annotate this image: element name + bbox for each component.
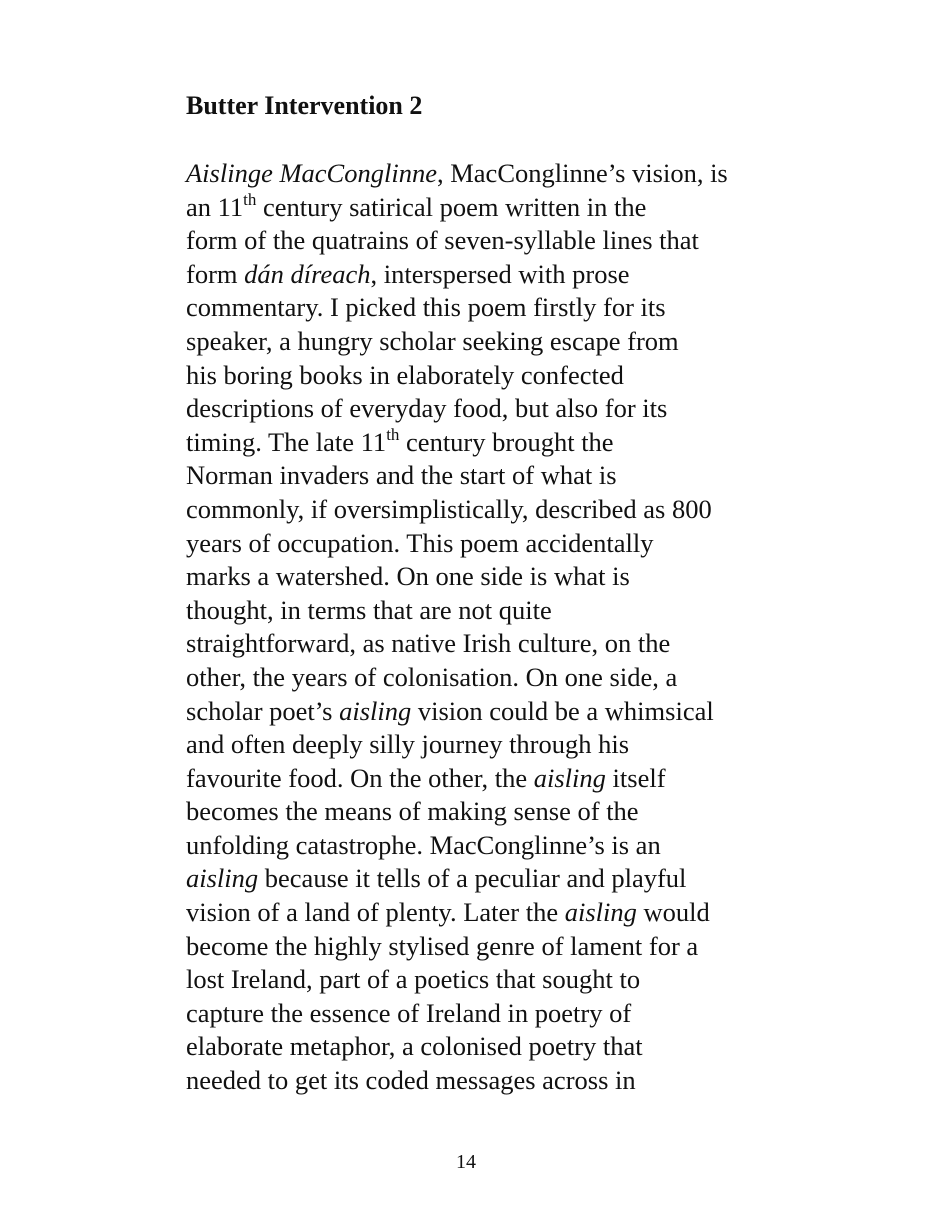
text-line xyxy=(186,1064,766,1098)
text-line xyxy=(186,997,766,1031)
text-run: marks a watershed. On one side is what is xyxy=(186,561,630,592)
text-run: thought, in terms that are not quite xyxy=(186,594,552,625)
text-run: form xyxy=(186,258,245,289)
superscript-text: th xyxy=(243,189,257,209)
body-paragraph xyxy=(186,157,766,1098)
text-run: lost Ireland, part of a poetics that sought to xyxy=(186,964,641,995)
text-line xyxy=(186,963,766,997)
text-run: , MacConglinne’s vision, is xyxy=(436,158,728,188)
text-line xyxy=(186,325,766,359)
text-run: other, the years of colonisation. On one side, a xyxy=(186,661,678,692)
italic-text: aisling xyxy=(186,863,259,894)
text-line xyxy=(186,862,766,896)
text-run: years of occupation. This poem accidentally xyxy=(186,527,654,558)
text-line xyxy=(186,795,766,829)
text-line xyxy=(186,560,766,594)
text-line xyxy=(186,157,766,191)
text-line xyxy=(186,426,766,460)
text-run: and often deeply silly journey through his xyxy=(186,729,630,760)
text-line xyxy=(186,527,766,561)
text-line xyxy=(186,762,766,796)
text-line xyxy=(186,224,766,258)
text-run: vision of a land of plenty. Later the xyxy=(186,897,565,928)
text-run: speaker, a hungry scholar seeking escape from xyxy=(186,325,679,356)
text-line xyxy=(186,359,766,393)
text-line xyxy=(186,493,766,527)
text-line xyxy=(186,392,766,426)
text-line xyxy=(186,661,766,695)
text-line xyxy=(186,1030,766,1064)
text-line xyxy=(186,191,766,225)
text-run: commonly, if oversimplistically, described as 800 xyxy=(186,493,712,524)
text-line xyxy=(186,291,766,325)
text-line xyxy=(186,829,766,863)
text-run: scholar poet’s xyxy=(186,695,340,726)
text-run: capture the essence of Ireland in poetry of xyxy=(186,997,632,1028)
text-run: vision could be a whimsical xyxy=(411,695,714,726)
italic-text: aisling xyxy=(533,762,606,793)
text-run: his boring books in elaborately confected xyxy=(186,359,624,390)
text-run: become the highly stylised genre of lament for a xyxy=(186,930,699,961)
text-run: unfolding catastrophe. MacConglinne’s is an xyxy=(186,829,661,860)
italic-text: Aislinge MacConglinne xyxy=(186,158,437,188)
page-number: 14 xyxy=(456,1151,476,1173)
text-line xyxy=(186,627,766,661)
text-run: , interspersed with prose xyxy=(370,258,630,289)
section-heading: Butter Intervention 2 xyxy=(186,91,423,120)
text-run: elaborate metaphor, a colonised poetry that xyxy=(186,1031,643,1062)
text-run: favourite food. On the other, the xyxy=(186,762,534,793)
text-run: century brought the xyxy=(399,426,614,457)
superscript-text: th xyxy=(386,424,400,444)
text-line xyxy=(186,896,766,930)
italic-text: dán díreach xyxy=(244,258,371,289)
text-run: itself xyxy=(605,762,666,793)
text-run: because it tells of a peculiar and playful xyxy=(258,863,687,894)
text-run: form of the quatrains of seven-syllable lines that xyxy=(186,225,699,256)
text-line xyxy=(186,594,766,628)
text-line xyxy=(186,459,766,493)
text-run: becomes the means of making sense of the xyxy=(186,796,639,827)
text-line xyxy=(186,930,766,964)
text-run: needed to get its coded messages across in xyxy=(186,1065,636,1096)
italic-text: aisling xyxy=(339,695,412,726)
text-run: descriptions of everyday food, but also for its xyxy=(186,393,668,424)
text-line xyxy=(186,728,766,762)
text-run: straightforward, as native Irish culture, on the xyxy=(186,628,671,659)
text-run: Norman invaders and the start of what is xyxy=(186,460,617,491)
text-line xyxy=(186,258,766,292)
text-run: would xyxy=(636,897,710,928)
text-run: timing. The late 11 xyxy=(186,426,387,457)
italic-text: aisling xyxy=(564,897,637,928)
text-run: an 11 xyxy=(186,191,244,222)
text-run: commentary. I picked this poem firstly for its xyxy=(186,292,666,323)
text-run: century satirical poem written in the xyxy=(256,191,647,222)
text-line xyxy=(186,695,766,729)
